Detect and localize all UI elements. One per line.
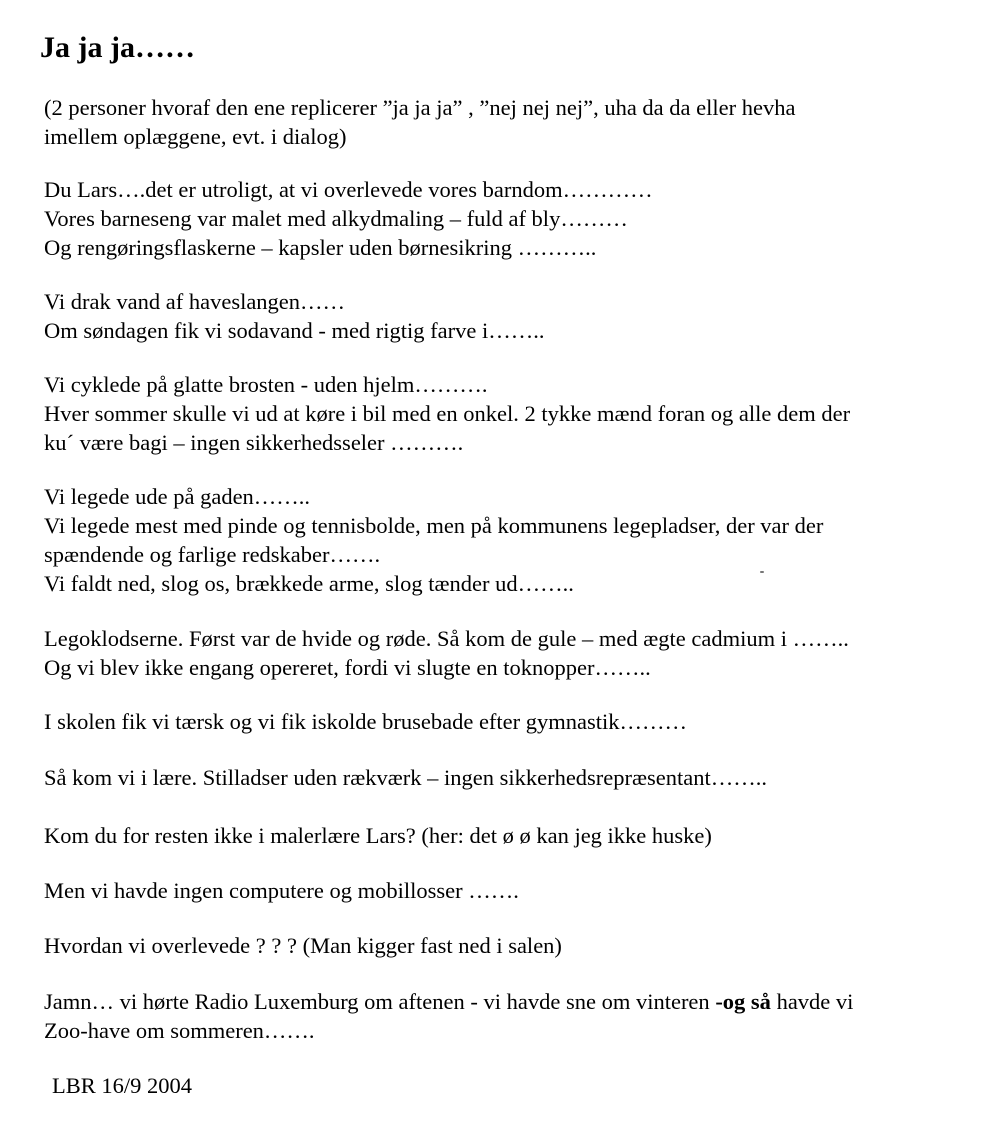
- text-line: Vores barneseng var malet med alkydmaling – fuld af bly………: [44, 206, 628, 231]
- text-line: spændende og farlige redskaber…….: [44, 542, 381, 567]
- closing-line-1: [44, 988, 853, 1016]
- text-line: Legoklodserne. Først var de hvide og røde. Så kom de gule – med ægte cadmium i ……..: [44, 626, 849, 651]
- text-line: Og vi blev ikke engang opereret, fordi vi slugte en toknopper……..: [44, 655, 651, 680]
- scan-speck: [760, 571, 764, 573]
- text-line: Vi faldt ned, slog os, brækkede arme, slog tænder ud……..: [44, 571, 574, 596]
- text-line: I skolen fik vi tærsk og vi fik iskolde brusebade efter gymnastik………: [44, 709, 688, 734]
- text-line: Men vi havde ingen computere og mobillosser …….: [44, 878, 519, 903]
- signature-date: LBR 16/9 2004: [52, 1073, 193, 1098]
- closing-line-2: Zoo-have om sommeren…….: [44, 1018, 315, 1043]
- text-line: Du Lars….det er utroligt, at vi overlevede vores barndom…………: [44, 177, 653, 202]
- text-line: ku´ være bagi – ingen sikkerhedsseler ……….: [44, 430, 464, 455]
- intro-line-1: (2 personer hvoraf den ene replicerer ”ja ja ja” , ”nej nej nej”, uha da da eller hevha: [44, 95, 796, 120]
- text-line: Vi legede mest med pinde og tennisbolde, men på kommunens legepladser, der var der: [44, 513, 824, 538]
- text-line: Vi cyklede på glatte brosten - uden hjelm……….: [44, 372, 488, 397]
- closing-text-start: Jamn… vi hørte Radio Luxemburg om aftenen - vi havde sne om vinteren: [44, 989, 716, 1014]
- text-line: Så kom vi i lære. Stilladser uden rækværk – ingen sikkerhedsrepræsentant……..: [44, 765, 768, 790]
- text-line: Hvordan vi overlevede ? ? ? (Man kigger fast ned i salen): [44, 933, 562, 958]
- text-line: Kom du for resten ikke i malerlære Lars? (her: det ø ø kan jeg ikke huske): [44, 823, 712, 848]
- closing-text-end: havde vi: [770, 989, 854, 1014]
- closing-text-bold: -og så: [715, 989, 771, 1014]
- text-line: Vi legede ude på gaden……..: [44, 484, 311, 509]
- text-line: Og rengøringsflaskerne – kapsler uden børnesikring ………..: [44, 235, 597, 260]
- text-line: Hver sommer skulle vi ud at køre i bil med en onkel. 2 tykke mænd foran og alle dem der: [44, 401, 851, 426]
- text-line: Vi drak vand af haveslangen……: [44, 289, 346, 314]
- text-line: Om søndagen fik vi sodavand - med rigtig farve i……..: [44, 318, 545, 343]
- intro-line-2: imellem oplæggene, evt. i dialog): [44, 124, 347, 149]
- document-title: Ja ja ja……: [40, 31, 195, 64]
